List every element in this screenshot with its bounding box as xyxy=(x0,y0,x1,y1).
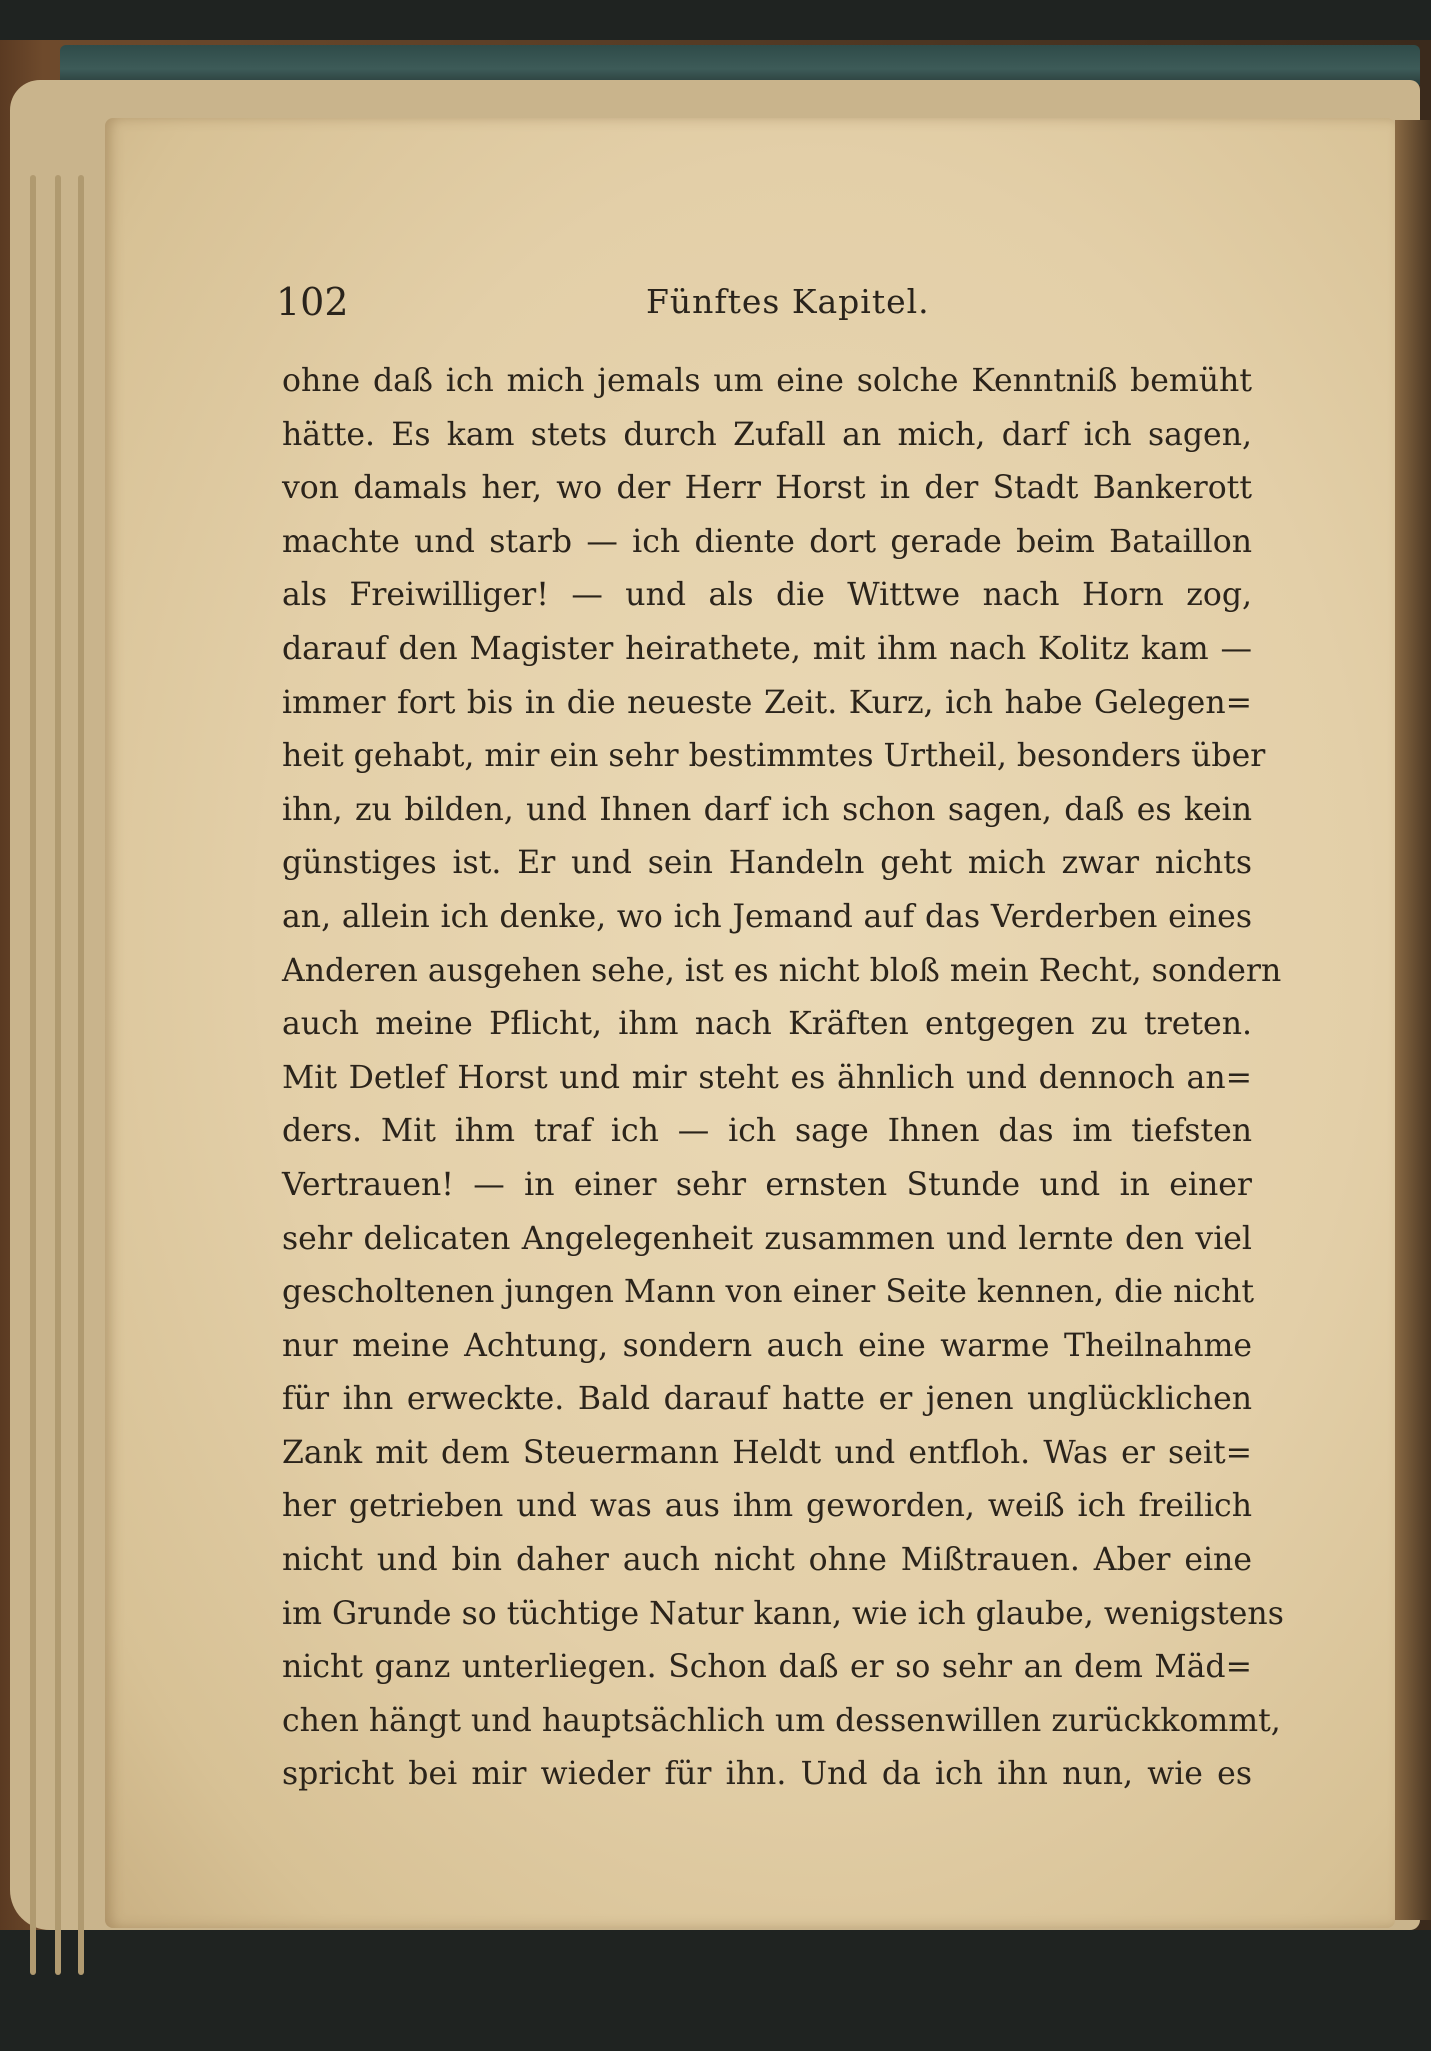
text-line: im Grunde so tüchtige Natur kann, wie ich glaube, wenigstens xyxy=(282,1595,1284,1632)
running-head xyxy=(276,277,1236,327)
page-edge xyxy=(55,175,61,1975)
text-line: von damals her, wo der Herr Horst in der Stadt Bankerott xyxy=(282,470,1252,507)
chapter-title: Fünftes Kapitel. xyxy=(646,282,930,321)
text-line: als Freiwilliger! — und als die Wittwe nach Horn zog, xyxy=(282,577,1252,614)
text-line: Anderen ausgehen sehe, ist es nicht bloß mein Recht, sondern xyxy=(282,952,1282,989)
cover-edge xyxy=(60,45,1420,85)
text-line: sehr delicaten Angelegenheit zusammen und lernte den viel xyxy=(282,1220,1252,1257)
text-line: nicht ganz unterliegen. Schon daß er so sehr an dem Mäd= xyxy=(282,1649,1252,1686)
text-line: spricht bei mir wieder für ihn. Und da ich ihn nun, wie es xyxy=(282,1756,1252,1793)
text-line: nur meine Achtung, sondern auch eine warme Theilnahme xyxy=(282,1327,1252,1364)
text-line: ohne daß ich mich jemals um eine solche Kenntniß bemüht xyxy=(282,363,1252,399)
text-line: chen hängt und hauptsächlich um dessenwillen zurückkommt, xyxy=(282,1702,1281,1739)
page-edge xyxy=(30,175,36,1975)
text-line: auch meine Pflicht, ihm nach Kräften entgegen zu treten. xyxy=(282,1006,1252,1043)
text-line: günstiges ist. Er und sein Handeln geht mich zwar nichts xyxy=(282,845,1252,882)
text-line: immer fort bis in die neueste Zeit. Kurz, ich habe Gelegen= xyxy=(282,684,1252,721)
page-number: 102 xyxy=(276,280,349,324)
book-spine xyxy=(1395,120,1431,1920)
text-line: Mit Detlef Horst und mir steht es ähnlich und dennoch an= xyxy=(282,1059,1252,1096)
text-line: gescholtenen jungen Mann von einer Seite kennen, die nicht xyxy=(282,1274,1255,1311)
text-line: ders. Mit ihm traf ich — ich sage Ihnen das im tiefsten xyxy=(282,1113,1252,1150)
text-line: ihn, zu bilden, und Ihnen darf ich schon sagen, daß es kein xyxy=(282,791,1252,828)
text-line: darauf den Magister heirathete, mit ihm nach Kolitz kam — xyxy=(282,630,1252,667)
text-line: machte und starb — ich diente dort gerade beim Bataillon xyxy=(282,523,1252,560)
page-edge xyxy=(78,175,84,1975)
text-line: her getrieben und was aus ihm geworden, weiß ich freilich xyxy=(282,1488,1252,1525)
text-line: an, allein ich denke, wo ich Jemand auf das Verderben eines xyxy=(282,898,1252,935)
body-text xyxy=(282,355,1284,1802)
text-line: Zank mit dem Steuermann Heldt und entfloh. Was er seit= xyxy=(282,1434,1252,1471)
text-line: heit gehabt, mir ein sehr bestimmtes Urtheil, besonders über xyxy=(282,738,1266,775)
text-line: hätte. Es kam stets durch Zufall an mich, darf ich sagen, xyxy=(282,416,1252,453)
text-line: nicht und bin daher auch nicht ohne Mißtrauen. Aber eine xyxy=(282,1542,1252,1579)
text-line: Vertrauen! — in einer sehr ernsten Stunde und in einer xyxy=(282,1166,1252,1203)
text-line: für ihn erweckte. Bald darauf hatte er jenen unglücklichen xyxy=(282,1381,1252,1418)
